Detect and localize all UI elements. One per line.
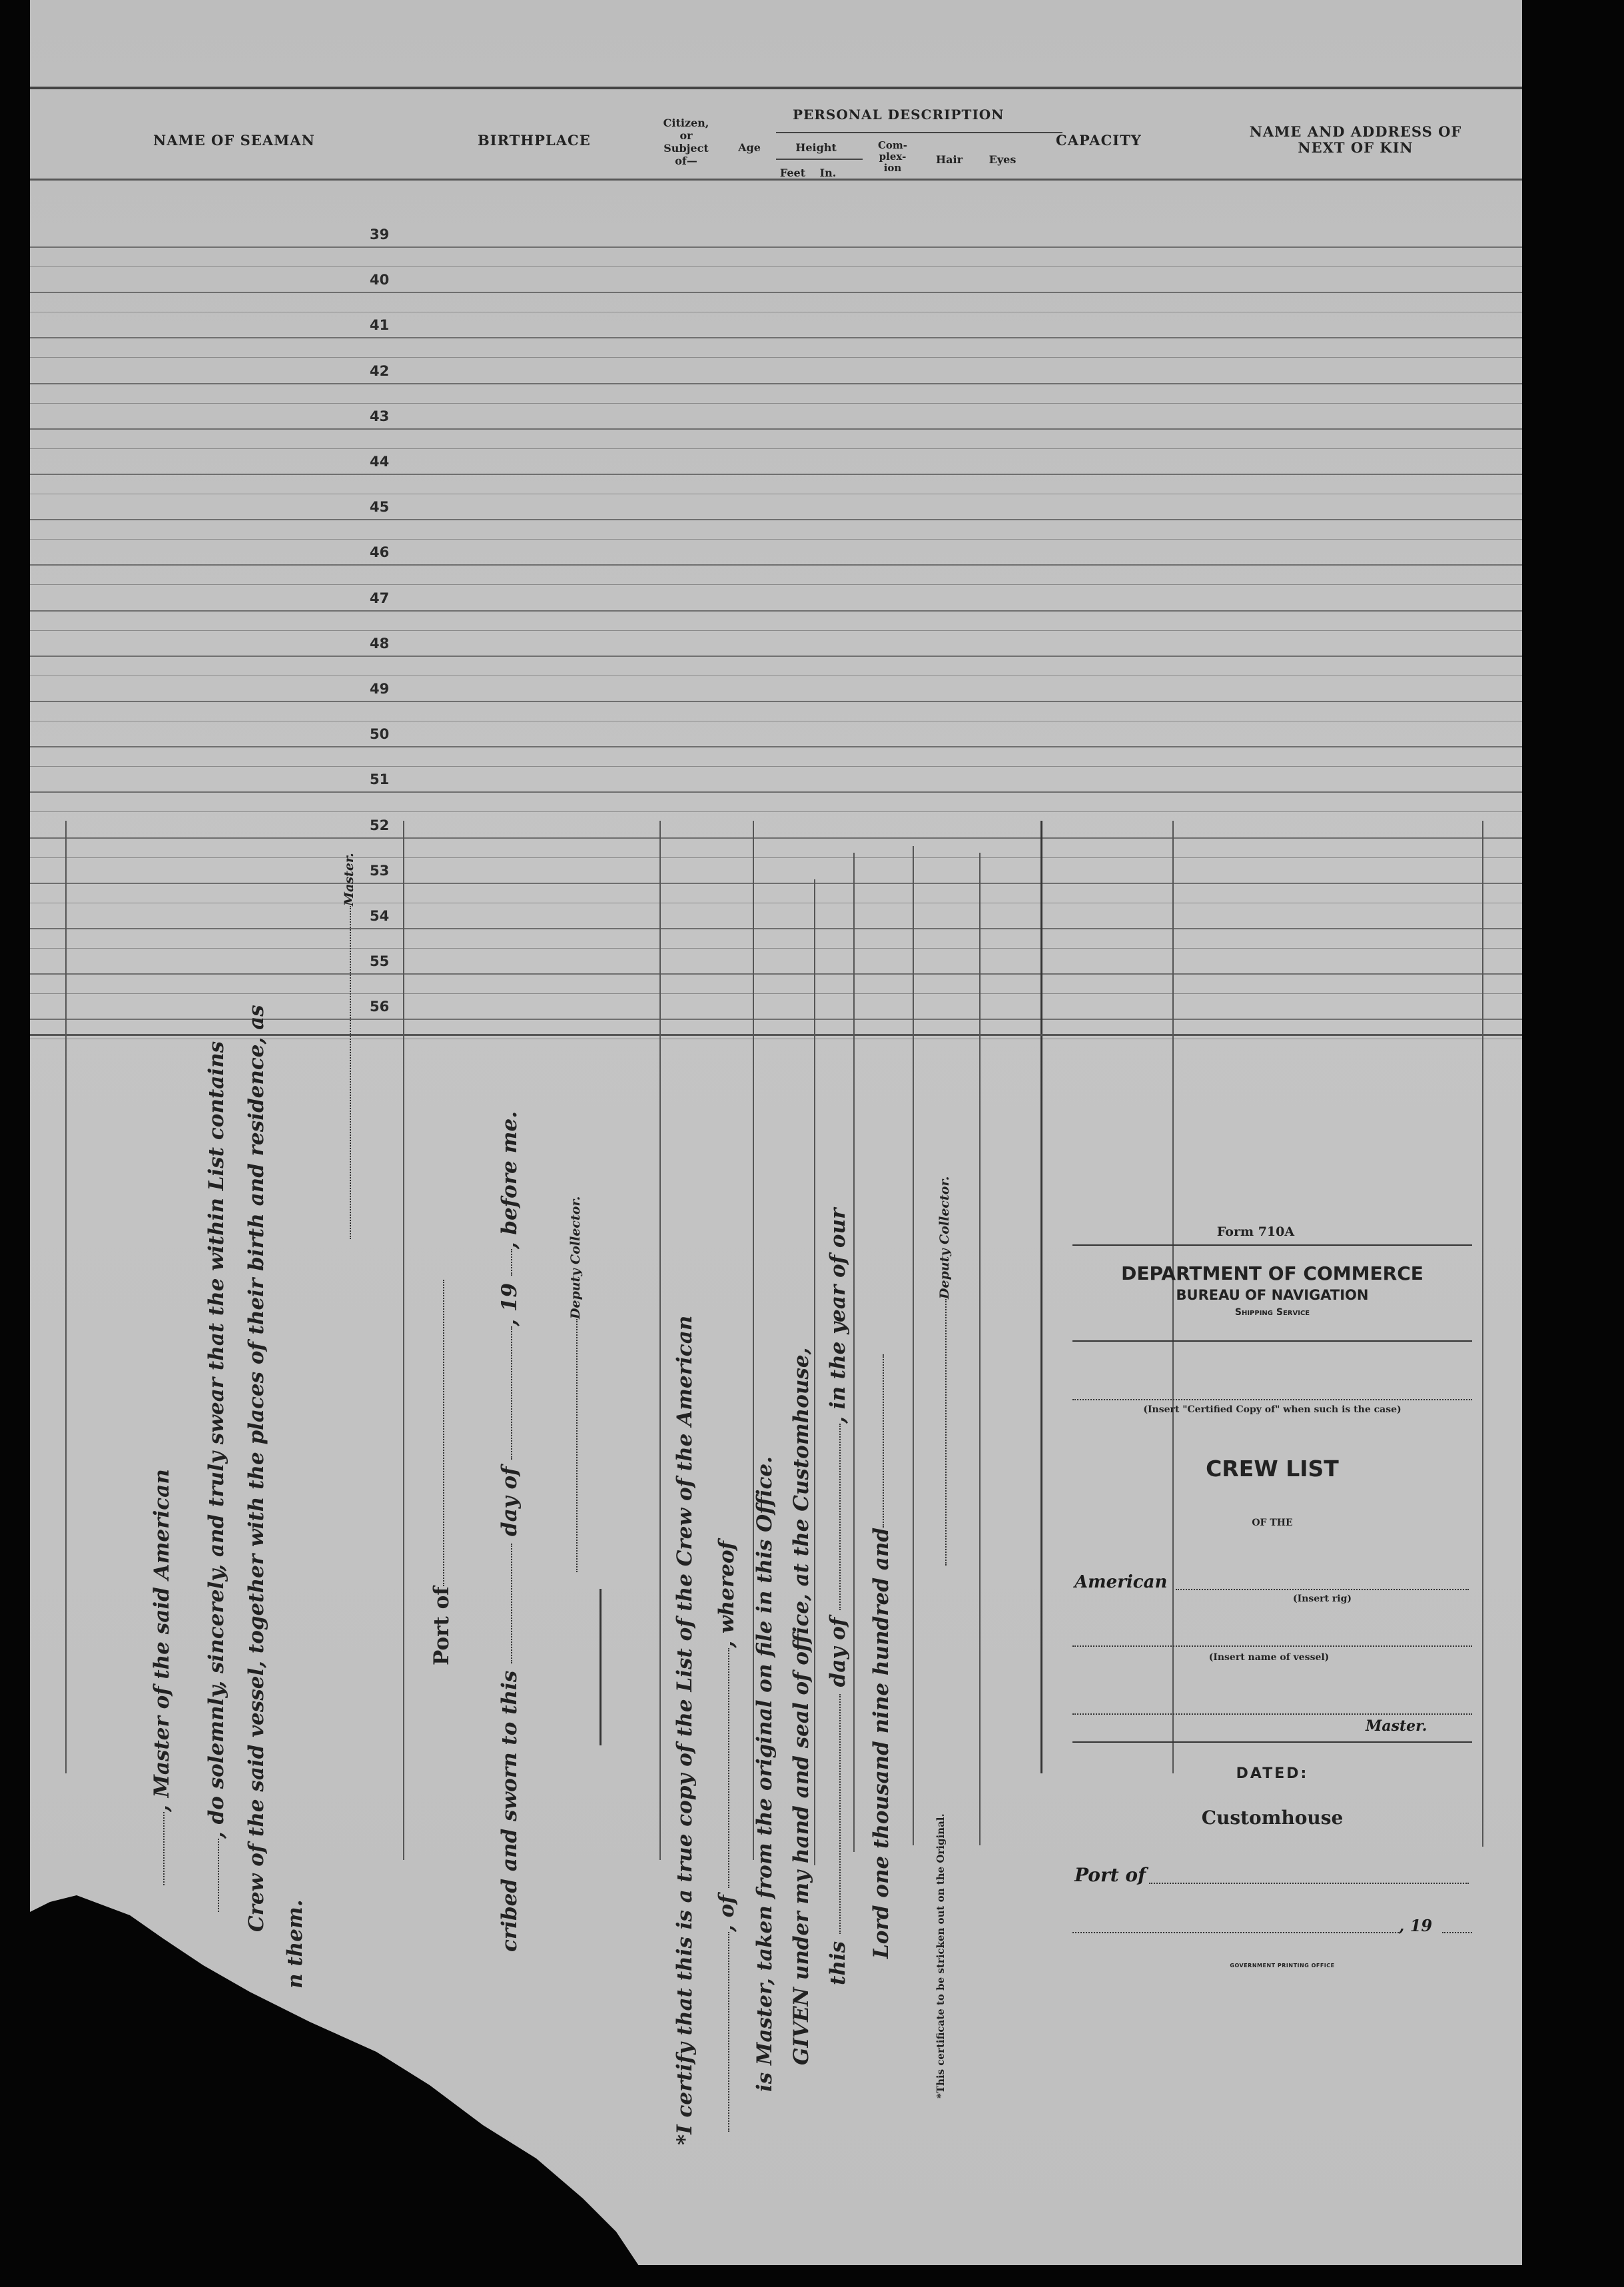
row-rule <box>30 428 1522 430</box>
column-rule <box>403 821 404 1860</box>
signature-rule <box>600 1589 602 1745</box>
inches-header: In. <box>819 167 837 179</box>
row-subrule <box>30 857 1522 858</box>
row-number: 39 <box>370 227 390 242</box>
name-of-seaman-header: NAME OF SEAMAN <box>153 132 315 149</box>
height-header: Height <box>795 141 837 154</box>
form-number: Form 710A <box>1216 1224 1295 1239</box>
eyes-header: Eyes <box>989 153 1016 166</box>
port-of-text: Port of <box>430 1586 454 1665</box>
row-subrule <box>30 766 1522 767</box>
row-number: 42 <box>370 363 390 379</box>
complexion-header <box>866 140 919 174</box>
row-subrule <box>30 266 1522 267</box>
row-number: 48 <box>370 636 390 652</box>
certificate-deputy-label <box>937 1176 952 1566</box>
insert-rig-note: (Insert rig) <box>1293 1594 1352 1604</box>
subscribed-text: cribed and sworn to this <box>498 1670 522 1952</box>
vessel-name-blank <box>1072 1645 1472 1647</box>
row-number: 44 <box>370 454 390 470</box>
certificate-deputy-text: Deputy Collector. <box>937 1176 952 1299</box>
citizen-header-line: or <box>679 129 693 142</box>
column-rule <box>853 853 855 1852</box>
row-rule <box>30 564 1522 566</box>
deputy-collector-label <box>568 1196 583 1572</box>
row-number: 54 <box>370 908 390 924</box>
row-rule <box>30 883 1522 884</box>
row-subrule <box>30 403 1522 404</box>
certificate-line-4-text: Lord one thousand nine hundred and <box>869 1527 893 1959</box>
row-rule <box>30 519 1522 520</box>
row-subrule <box>30 948 1522 949</box>
cover-rule <box>1072 1244 1472 1246</box>
day-of-text: day of <box>498 1466 522 1537</box>
row-rule <box>30 656 1522 657</box>
certified-copy-blank <box>1072 1399 1472 1400</box>
complexion-header-line: Com- <box>877 139 908 151</box>
row-rule <box>30 474 1522 475</box>
row-subrule <box>30 448 1522 449</box>
oath-line-1 <box>150 1469 174 1885</box>
year-blank <box>1442 1932 1472 1933</box>
row-number: 55 <box>370 953 390 969</box>
row-subrule <box>30 584 1522 585</box>
row-number: 49 <box>370 681 390 697</box>
oath-line-2-text: , do solemnly, sincerely, and truly swear that the within List contains <box>204 1041 228 1839</box>
row-rule <box>30 701 1522 702</box>
department-title: DEPARTMENT OF COMMERCE <box>1121 1262 1423 1284</box>
next-of-kin-header-line: NEXT OF KIN <box>1298 139 1414 156</box>
row-number: 52 <box>370 817 390 833</box>
row-subrule <box>30 630 1522 631</box>
row-subrule <box>30 811 1522 812</box>
row-subrule <box>30 357 1522 358</box>
cover-rule <box>1072 1741 1472 1743</box>
cover-rule <box>1072 1340 1472 1342</box>
certificate-footnote: *This certificate to be stricken out on the Original. <box>935 1813 947 2098</box>
row-rule <box>30 337 1522 338</box>
feet-header: Feet <box>779 167 806 179</box>
column-rule <box>913 846 914 1845</box>
crew-list-page <box>30 0 1522 2265</box>
row-rule <box>30 791 1522 793</box>
citizen-header-line: Subject <box>663 142 709 155</box>
dated-label: DATED: <box>1236 1765 1309 1782</box>
row-rule <box>30 928 1522 929</box>
subscribed-line <box>498 1111 522 1952</box>
cover-year-label: , 19 <box>1399 1916 1433 1935</box>
customhouse-label: Customhouse <box>1201 1807 1344 1829</box>
header-top-rule <box>30 87 1522 89</box>
age-header: Age <box>738 141 761 154</box>
certificate-year-text: , in the year of our <box>826 1208 850 1424</box>
nineteen-text: , 19 <box>498 1282 522 1326</box>
master-name-blank <box>1072 1713 1472 1715</box>
citizen-header-line: Citizen, <box>663 117 709 129</box>
row-number: 46 <box>370 544 390 560</box>
row-rule <box>30 973 1522 975</box>
row-rule <box>30 610 1522 612</box>
column-rule <box>1482 821 1483 1847</box>
certificate-whereof-text: , whereof <box>715 1540 739 1648</box>
column-rule <box>65 821 67 1773</box>
birthplace-header: BIRTHPLACE <box>478 132 591 149</box>
certificate-this-line <box>826 1208 850 1985</box>
row-rule <box>30 837 1522 839</box>
bureau-title: BUREAU OF NAVIGATION <box>1176 1287 1369 1303</box>
insert-certified-note: (Insert "Certified Copy of" when such is the case) <box>1143 1404 1402 1415</box>
row-number: 40 <box>370 272 390 288</box>
master-signature-label <box>342 853 356 1239</box>
row-number: 45 <box>370 499 390 515</box>
column-rule <box>659 821 661 1860</box>
before-me-text: , before me. <box>498 1111 522 1250</box>
row-subrule <box>30 539 1522 540</box>
column-rule <box>979 853 981 1845</box>
crew-list-title: CREW LIST <box>1206 1456 1339 1482</box>
oath-line-2 <box>204 1041 228 1912</box>
row-number: 41 <box>370 317 390 333</box>
certificate-line-3: GIVEN under my hand and seal of office, at the Customhouse, <box>789 1347 813 2065</box>
citizen-header <box>653 117 719 167</box>
row-rule <box>30 292 1522 293</box>
certificate-line-1: *I certify that this is a true copy of the List of the Crew of the American <box>673 1315 697 2145</box>
hair-header: Hair <box>936 153 963 166</box>
row-rule <box>30 246 1522 248</box>
next-of-kin-header <box>1216 124 1495 156</box>
citizen-header-line: of— <box>675 155 697 167</box>
column-rule <box>814 879 815 1865</box>
column-rule <box>1040 821 1042 1773</box>
row-rule <box>30 746 1522 747</box>
personal-description-rule <box>776 132 1062 133</box>
insert-vessel-note: (Insert name of vessel) <box>1208 1652 1330 1663</box>
service-title: Shipping Service <box>1234 1307 1310 1318</box>
of-the-label: OF THE <box>1252 1518 1293 1528</box>
row-subrule <box>30 993 1522 994</box>
port-blank <box>1149 1883 1469 1884</box>
row-number: 50 <box>370 726 390 742</box>
complexion-header-line: plex- <box>879 151 907 163</box>
certificate-line-2: is Master, taken from the original on file in this Office. <box>753 1456 777 2092</box>
row-number: 56 <box>370 999 390 1015</box>
cover-port-of-label: Port of <box>1074 1864 1146 1886</box>
port-of-label <box>430 1280 454 1665</box>
row-rule <box>30 383 1522 384</box>
rig-blank <box>1176 1589 1469 1590</box>
date-blank <box>1072 1932 1399 1933</box>
row-number: 47 <box>370 590 390 606</box>
row-number: 43 <box>370 408 390 424</box>
oath-line-1-text: , Master of the said American <box>150 1469 174 1812</box>
certificate-this-text: this <box>826 1941 850 1985</box>
oath-line-4: n them. <box>283 1899 307 1989</box>
certificate-of-text: , of <box>715 1895 739 1932</box>
capacity-header: CAPACITY <box>1056 132 1142 149</box>
height-rule <box>776 159 863 160</box>
deputy-collector-text: Deputy Collector. <box>568 1196 583 1319</box>
next-of-kin-header-line: NAME AND ADDRESS OF <box>1249 123 1462 140</box>
certificate-line-4 <box>869 1354 893 1959</box>
torn-corner-shadow <box>30 1885 776 2265</box>
certificate-day-of-text: day of <box>826 1617 850 1687</box>
american-label: American <box>1074 1572 1168 1592</box>
oath-line-3: Crew of the said vessel, together with the places of their birth and residence, as <box>244 1005 268 1932</box>
master-signature-text: Master. <box>342 853 356 906</box>
printer-imprint: GOVERNMENT PRINTING OFFICE <box>1230 1963 1335 1969</box>
complexion-header-line: ion <box>883 162 902 174</box>
row-number: 51 <box>370 771 390 787</box>
cover-master-label: Master. <box>1366 1717 1427 1735</box>
personal-description-header: PERSONAL DESCRIPTION <box>793 107 1005 123</box>
row-number: 53 <box>370 863 390 879</box>
